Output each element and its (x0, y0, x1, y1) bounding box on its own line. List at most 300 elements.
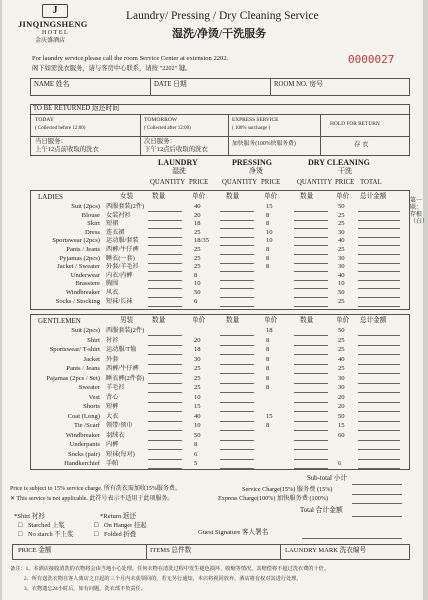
ladies-laundry-qty-field[interactable] (148, 211, 182, 212)
gentlemen-dry-qty-field[interactable] (294, 411, 328, 412)
gentlemen-total-field[interactable] (358, 345, 400, 346)
gentlemen-laundry-qty-field[interactable] (148, 440, 182, 441)
gentlemen-laundry-price: 6 (194, 450, 198, 458)
ladies-hdr-total: 总计金额 (360, 193, 387, 200)
gentlemen-laundry-qty-field[interactable] (148, 345, 182, 346)
remark-1: 备注：1、本酒店接收清洗的衣物将会由当地小心处理。任何衣物在清洗过程中发生褪色损坏、收缩等情况，其赔偿将不超过洗衣费的十倍。 (10, 566, 330, 572)
col-d-price: PRICE (335, 179, 355, 186)
gentlemen-total-field[interactable] (358, 449, 400, 450)
gentlemen-total-field[interactable] (358, 402, 400, 403)
return-tomorrow-note: ( Collected after 12:00) (144, 126, 191, 131)
gentlemen-item-name-cn: 运动服/T恤 (106, 346, 137, 353)
gentlemen-hdr-p-price: 单价 (264, 317, 278, 324)
gentlemen-hdr-l-qty: 数量 (152, 317, 166, 324)
ladies-dry-price: 30 (338, 263, 345, 271)
ladies-dry-qty-field[interactable] (294, 245, 328, 246)
gentlemen-total-field[interactable] (358, 373, 400, 374)
gentlemen-dry-price: 50 (338, 327, 345, 334)
gentlemen-dry-qty-field[interactable] (294, 440, 328, 441)
ladies-dry-price: 25 (338, 211, 345, 219)
service-charge-label: Service Charge(15%) 服务费 (15%) (242, 486, 333, 493)
gentlemen-dry-qty-field[interactable] (294, 383, 328, 384)
gentlemen-total-field[interactable] (358, 411, 400, 412)
ladies-hdr-p-price: 单价 (264, 193, 278, 200)
ladies-hdr-p-qty: 数量 (226, 193, 240, 200)
gentlemen-item-name-cn: 睡衣裤(2件套) (106, 374, 145, 382)
ladies-total-field[interactable] (358, 237, 400, 238)
ladies-total-field[interactable] (358, 297, 400, 298)
laundry-mark-field-label[interactable]: LAUNDRY MARK 洗衣编号 (285, 547, 367, 554)
gentlemen-dry-qty-field[interactable] (294, 345, 328, 346)
ladies-laundry-price: 18 (194, 220, 201, 228)
ladies-item-name-cn: 睡衣(一套) (106, 254, 135, 262)
subtotal-label: Sub-total 小计 (307, 475, 348, 482)
gentlemen-pressing-qty-field[interactable] (220, 411, 254, 412)
ladies-pressing-price: 8 (266, 220, 270, 228)
gentlemen-total-field[interactable] (358, 459, 400, 460)
gentlemen-item-name: Pajamas (2pcs / Set) (46, 374, 100, 382)
ladies-pressing-qty-field[interactable] (220, 245, 254, 246)
gentlemen-pressing-price: 8 (266, 365, 270, 372)
ladies-title: LADIES (38, 193, 63, 201)
ladies-pressing-qty-field[interactable] (220, 288, 254, 289)
gentlemen-item-name: Suit (2pcs) (71, 327, 100, 334)
gentlemen-dry-qty-field[interactable] (294, 364, 328, 365)
gentlemen-pressing-price: 8 (266, 355, 270, 363)
hotel-sub: HOTEL (42, 30, 70, 36)
ladies-title-cn: 女装 (120, 193, 134, 200)
gentlemen-item-name: Windbreaker (65, 431, 100, 439)
ladies-item-name: Skirt (87, 220, 100, 228)
gentlemen-laundry-qty-field[interactable] (148, 402, 182, 403)
ladies-total-field[interactable] (358, 220, 400, 221)
gentlemen-item-name-cn: 外套 (106, 355, 119, 363)
ladies-dry-price: 25 (338, 297, 345, 305)
return-hold-en[interactable]: HOLD FOR RETURN (330, 121, 380, 127)
ladies-dry-price: 30 (338, 228, 345, 236)
ladies-item-name-cn: 短裙 (106, 220, 119, 228)
gentlemen-laundry-qty-field[interactable] (148, 364, 182, 365)
gentlemen-dry-price: 60 (338, 431, 345, 439)
gentlemen-laundry-price: 30 (194, 355, 201, 363)
gentlemen-hdr-d-qty: 数量 (300, 317, 314, 324)
folded-checkbox-icon[interactable]: □ (94, 530, 99, 538)
gentlemen-laundry-price: 5 (194, 460, 198, 467)
gentlemen-dry-price: 20 (338, 393, 345, 401)
ladies-item-name: Brassiere (75, 280, 100, 288)
ladies-pressing-qty-field[interactable] (220, 254, 254, 255)
gentlemen-dry-price: 6 (338, 460, 342, 467)
col-laundry-cn: 湿洗 (172, 167, 186, 175)
ladies-item-name-cn: 连衣裙 (106, 228, 125, 236)
gentlemen-item-name-cn: 羽绒衣 (106, 431, 125, 439)
gentlemen-laundry-price: 15 (194, 403, 201, 410)
ladies-dry-qty-field[interactable] (294, 288, 328, 289)
ladies-dry-qty-field[interactable] (294, 228, 328, 229)
ladies-item-name: Socks / Stocking (55, 297, 100, 305)
ladies-laundry-qty-field[interactable] (148, 245, 182, 246)
ladies-total-field[interactable] (358, 263, 400, 264)
ladies-dry-qty-field[interactable] (294, 220, 328, 221)
gentlemen-item-name: Sweater (78, 384, 100, 391)
ladies-dry-qty-field[interactable] (294, 280, 328, 281)
gentlemen-pressing-qty-field[interactable] (220, 354, 254, 355)
gentlemen-item-name-cn: 短袜(每对) (106, 450, 135, 458)
ladies-dry-qty-field[interactable] (294, 297, 328, 298)
gentlemen-laundry-qty-field[interactable] (148, 430, 182, 431)
gentlemen-laundry-qty-field[interactable] (148, 335, 182, 336)
remark-2: 2、所有送洗衣物自客人离店之日起的三个月内未获领回的，若无另行通知，本店将视同放弃，酒店将有权对其进行处理。 (24, 576, 302, 582)
gentlemen-total-field[interactable] (358, 392, 400, 393)
ladies-laundry-price: 18/35 (194, 237, 210, 245)
ladies-laundry-price: 25 (194, 263, 201, 271)
gentlemen-dry-qty-field[interactable] (294, 335, 328, 336)
ladies-pressing-qty-field[interactable] (220, 237, 254, 238)
on-hanger-checkbox-icon[interactable]: □ (94, 521, 99, 529)
express-charge-label: Express Charge(100%) 加快服务费 (100%) (218, 495, 329, 502)
ladies-dry-qty-field[interactable] (294, 211, 328, 212)
ladies-total-field[interactable] (358, 271, 400, 272)
ladies-item-name: Windbreaker (65, 289, 100, 296)
form-title: Laundry/ Pressing / Dry Cleaning Service (126, 10, 319, 22)
room-field-label[interactable]: ROOM NO. 房号 (274, 81, 323, 88)
return-express-note: ( 100% surcharge ) (232, 126, 271, 131)
col-p-price: PRICE (261, 179, 281, 186)
items-field-label[interactable]: ITEMS 总件数 (150, 547, 192, 554)
ladies-pressing-price: 15 (266, 203, 273, 210)
gentlemen-pressing-price: 15 (266, 412, 273, 420)
hotel-name: JINQINGSHENG (18, 19, 88, 29)
no-starch-option: No starch 不上浆 (28, 531, 74, 538)
gentlemen-pressing-qty-field[interactable] (220, 468, 254, 469)
gentlemen-dry-qty-field[interactable] (294, 421, 328, 422)
notice-not-applicable: ✕ This service is not applicable. 此符号表示不适用于此项服务。 (10, 496, 174, 502)
gentlemen-dry-price: 40 (338, 355, 345, 363)
ladies-laundry-qty-field[interactable] (148, 288, 182, 289)
gentlemen-item-name: Shirt (87, 336, 100, 344)
ladies-laundry-price: 25 (194, 254, 201, 262)
gentlemen-pressing-price: 8 (266, 422, 270, 429)
gentlemen-laundry-price: 40 (194, 412, 201, 420)
gentlemen-pressing-price: 18 (266, 327, 273, 334)
intro-en: For laundry service,please call the room Service Center at extension 2202. (32, 55, 229, 62)
gentlemen-pressing-qty-field[interactable] (220, 335, 254, 336)
ladies-dry-qty-field[interactable] (294, 271, 328, 272)
col-l-qty: QUANTITY (150, 179, 186, 186)
gentlemen-laundry-qty-field[interactable] (148, 468, 182, 469)
copy-note: 第一联：存根（白） (410, 198, 428, 225)
gentlemen-pressing-price: 8 (266, 336, 270, 344)
ladies-pressing-qty-field[interactable] (220, 211, 254, 212)
ladies-item-name-cn: 短袜/长袜 (106, 297, 133, 305)
form-title-cn: 湿洗/净烫/干洗服务 (172, 28, 267, 40)
gentlemen-total-field[interactable] (358, 421, 400, 422)
gentlemen-pressing-qty-field[interactable] (220, 402, 254, 403)
ladies-item-name: Jacket / Sweater (57, 263, 100, 271)
ladies-total-field[interactable] (358, 288, 400, 289)
gentlemen-dry-qty-field[interactable] (294, 449, 328, 450)
gentlemen-pressing-qty-field[interactable] (220, 440, 254, 441)
ladies-laundry-price: 20 (194, 211, 201, 219)
ladies-item-name: Sportswear (2pcs) (52, 237, 100, 245)
ladies-dry-qty-field[interactable] (294, 254, 328, 255)
col-l-price: PRICE (189, 179, 209, 186)
ladies-pressing-price: 8 (266, 254, 270, 262)
ladies-hdr-l-price: 单价 (192, 193, 206, 200)
gentlemen-item-name: Sportswear/ T-shirt (49, 346, 100, 353)
ladies-item-name-cn: 运动服/套装 (106, 237, 139, 245)
gentlemen-total-field[interactable] (358, 364, 400, 365)
gentlemen-item-name-cn: 背心 (106, 393, 119, 401)
ladies-pressing-qty-field[interactable] (220, 263, 254, 264)
ladies-hdr-d-qty: 数量 (300, 193, 314, 200)
laundry-form (2, 0, 428, 600)
gentlemen-dry-price: 25 (338, 336, 345, 344)
ladies-dry-price: 30 (338, 254, 345, 262)
ladies-pressing-qty-field[interactable] (220, 271, 254, 272)
hotel-logo-icon: J (42, 4, 68, 18)
gentlemen-total-field[interactable] (358, 440, 400, 441)
col-p-qty: QUANTITY (222, 179, 258, 186)
ladies-dry-price: 50 (338, 289, 345, 296)
ladies-pressing-price: 10 (266, 237, 273, 245)
ladies-total-field[interactable] (358, 254, 400, 255)
ladies-pressing-price: 8 (266, 263, 270, 271)
gentlemen-item-name: Handkerchief (64, 460, 100, 467)
gentlemen-item-name: Shorts (83, 403, 100, 410)
col-dry-cn: 干洗 (338, 167, 352, 175)
ladies-pressing-price: 10 (266, 228, 273, 236)
return-tomorrow-cn-note: 下午12点后收取的洗衣 (144, 146, 208, 153)
ladies-laundry-qty-field[interactable] (148, 237, 182, 238)
gentlemen-dry-qty-field[interactable] (294, 430, 328, 431)
gentlemen-title-cn: 男装 (120, 317, 134, 324)
gentlemen-laundry-price: 10 (194, 422, 201, 429)
ladies-total-field[interactable] (358, 211, 400, 212)
ladies-laundry-price: 8 (194, 271, 198, 279)
gentlemen-item-name-cn: 衬衫 (106, 336, 119, 344)
col-d-qty: QUANTITY (297, 179, 333, 186)
ladies-pressing-qty-field[interactable] (220, 297, 254, 298)
gentlemen-dry-price: 15 (338, 422, 345, 429)
gentlemen-item-name: Underpants (69, 441, 100, 448)
gentlemen-total-field[interactable] (358, 354, 400, 355)
no-starch-checkbox-icon[interactable]: □ (18, 530, 23, 538)
ladies-laundry-qty-field[interactable] (148, 297, 182, 298)
return-today-cn-note: 上午12点前收取的洗衣 (35, 146, 99, 153)
ladies-dry-price: 40 (338, 237, 345, 245)
return-express-cn: 加快服务(100%快服务费) (232, 141, 296, 147)
gentlemen-dry-qty-field[interactable] (294, 354, 328, 355)
gentlemen-pressing-qty-field[interactable] (220, 421, 254, 422)
gentlemen-item-name-cn: 大衣 (106, 412, 119, 420)
gentlemen-laundry-price: 18 (194, 346, 201, 353)
ladies-item-name-cn: 西裤/牛仔裤 (106, 246, 139, 253)
gentlemen-dry-price: 25 (338, 365, 345, 372)
gentlemen-total-field[interactable] (358, 430, 400, 431)
ladies-hdr-d-price: 单价 (336, 193, 350, 200)
ladies-item-name: Pyjamas (2pcs) (59, 254, 100, 262)
gentlemen-item-name-cn: 领带/领巾 (106, 422, 133, 429)
starched-option: Starched 上浆 (28, 522, 65, 529)
gentlemen-dry-qty-field[interactable] (294, 468, 328, 469)
name-field-label[interactable]: NAME 姓名 (34, 81, 70, 88)
ladies-laundry-price: 10 (194, 280, 201, 288)
ladies-pressing-qty-field[interactable] (220, 220, 254, 221)
on-hanger-option: On Hanger 挂起 (104, 522, 147, 529)
guest-signature-label: Guest Signature 客人署名 (198, 529, 269, 536)
hotel-name-cn: 金庆盛酒店 (35, 38, 66, 44)
ladies-item-name: Dress (84, 228, 100, 236)
gentlemen-laundry-qty-field[interactable] (148, 421, 182, 422)
gentlemen-laundry-price: 8 (194, 441, 198, 448)
starched-checkbox-icon[interactable]: □ (18, 521, 23, 529)
gentlemen-item-name-cn: 西裤/牛仔裤 (106, 365, 139, 372)
gentlemen-title: GENTLEMEN (38, 317, 81, 325)
return-express-en[interactable]: EXPRESS SERVICE (232, 117, 279, 123)
ladies-pressing-price: 8 (266, 211, 270, 219)
gentlemen-pressing-qty-field[interactable] (220, 392, 254, 393)
gentlemen-laundry-qty-field[interactable] (148, 383, 182, 384)
gentlemen-dry-qty-field[interactable] (294, 402, 328, 403)
gentlemen-pressing-qty-field[interactable] (220, 383, 254, 384)
return-option-title: *Return 返还 (100, 513, 137, 520)
gentlemen-item-name-cn: 短裤 (106, 403, 119, 410)
col-dry: DRY CLEANING (308, 158, 370, 167)
gentlemen-laundry-price: 10 (194, 393, 201, 401)
return-hold-cn: 存 衣 (354, 141, 369, 148)
gentlemen-item-name-cn: 羊毛衫 (106, 384, 125, 391)
gentlemen-laundry-qty-field[interactable] (148, 459, 182, 460)
gentlemen-dry-qty-field[interactable] (294, 373, 328, 374)
ladies-pressing-qty-field[interactable] (220, 228, 254, 229)
gentlemen-laundry-price: 20 (194, 336, 201, 344)
ladies-laundry-qty-field[interactable] (148, 228, 182, 229)
price-field-label[interactable]: PRICE 金额 (18, 547, 52, 554)
gentlemen-total-field[interactable] (358, 335, 400, 336)
ladies-laundry-qty-field[interactable] (148, 280, 182, 281)
ladies-laundry-price: 6 (194, 297, 198, 305)
gentlemen-pressing-qty-field[interactable] (220, 364, 254, 365)
gentlemen-item-name-cn: 内裤 (106, 441, 119, 448)
ladies-pressing-qty-field[interactable] (220, 306, 254, 307)
gentlemen-pressing-qty-field[interactable] (220, 345, 254, 346)
gentlemen-laundry-qty-field[interactable] (148, 392, 182, 393)
gentlemen-item-name: Vest (88, 393, 100, 401)
ladies-laundry-qty-field[interactable] (148, 271, 182, 272)
gentlemen-item-name: Socks (pair) (67, 450, 100, 458)
gentlemen-hdr-l-price: 单价 (192, 317, 206, 324)
gentlemen-pressing-price: 8 (266, 374, 270, 382)
gentlemen-laundry-price: 50 (194, 431, 201, 439)
return-today-note: ( Collected before 12:00) (35, 126, 86, 131)
return-tomorrow-cn: 次日服务： (144, 138, 176, 145)
ladies-dry-price: 50 (338, 203, 345, 210)
gentlemen-total-field[interactable] (358, 468, 400, 469)
remark-3: 3、衣物遗忘24小时后，如有问题，洗衣部不负责任。 (24, 586, 146, 592)
shirt-option-title: *Shirt 衬衫 (14, 513, 45, 520)
gentlemen-pressing-price: 8 (266, 384, 270, 391)
ladies-laundry-price: 25 (194, 228, 201, 236)
ladies-laundry-qty-field[interactable] (148, 263, 182, 264)
ladies-dry-qty-field[interactable] (294, 306, 328, 307)
return-tomorrow-en[interactable]: TOMORROW (144, 117, 178, 123)
gentlemen-dry-price: 50 (338, 412, 345, 420)
gentlemen-pressing-qty-field[interactable] (220, 449, 254, 450)
ladies-laundry-qty-field[interactable] (148, 306, 182, 307)
ladies-item-name-cn: 内衣/内裤 (106, 271, 133, 279)
gentlemen-dry-price: 20 (338, 403, 345, 410)
ladies-item-name: Blouse (81, 211, 100, 219)
gentlemen-laundry-qty-field[interactable] (148, 449, 182, 450)
return-section-title: TO BE RETURNED 返还时间 (33, 105, 120, 112)
ladies-laundry-price: 50 (194, 289, 201, 296)
ladies-dry-price: 25 (338, 220, 345, 228)
gentlemen-pressing-qty-field[interactable] (220, 430, 254, 431)
gentlemen-dry-qty-field[interactable] (294, 392, 328, 393)
ladies-item-name-cn: 西服套装(2件) (106, 203, 145, 210)
ladies-dry-price: 10 (338, 280, 345, 288)
ladies-total-field[interactable] (358, 228, 400, 229)
gentlemen-item-name: Tie /Scarf (74, 422, 100, 429)
ladies-dry-qty-field[interactable] (294, 263, 328, 264)
ladies-item-name-cn: 风衣 (106, 289, 119, 296)
col-total: TOTAL (360, 179, 382, 186)
gentlemen-laundry-qty-field[interactable] (148, 373, 182, 374)
gentlemen-hdr-p-qty: 数量 (226, 317, 240, 324)
gentlemen-pressing-price: 8 (266, 346, 270, 353)
col-pressing-cn: 净烫 (249, 167, 263, 175)
gentlemen-dry-price: 30 (338, 374, 345, 382)
ladies-dry-price: 25 (338, 246, 345, 253)
ladies-laundry-qty-field[interactable] (148, 220, 182, 221)
ladies-laundry-price: 40 (194, 203, 201, 210)
ladies-total-field[interactable] (358, 245, 400, 246)
date-field-label[interactable]: DATE 日期 (154, 81, 187, 88)
gentlemen-item-name-cn: 西服套装(2件) (106, 327, 145, 334)
return-today-en[interactable]: TODAY (35, 117, 54, 123)
return-today-cn: 当日服务： (35, 138, 67, 145)
ladies-item-name-cn: 外套/羊毛衫 (106, 263, 139, 271)
ladies-dry-price: 40 (338, 271, 345, 279)
ladies-dry-qty-field[interactable] (294, 237, 328, 238)
gentlemen-hdr-total: 总计金额 (360, 317, 387, 324)
ladies-pressing-price: 8 (266, 246, 270, 253)
gentlemen-pressing-qty-field[interactable] (220, 373, 254, 374)
ladies-item-name: Underwear (70, 271, 100, 279)
total-label: Total 合计金额 (300, 507, 343, 514)
gentlemen-laundry-qty-field[interactable] (148, 411, 182, 412)
ladies-total-field[interactable] (358, 306, 400, 307)
gentlemen-hdr-d-price: 单价 (336, 317, 350, 324)
ladies-total-field[interactable] (358, 280, 400, 281)
gentlemen-item-name: Coat (Long) (67, 412, 100, 420)
gentlemen-dry-price: 30 (338, 384, 345, 391)
gentlemen-item-name: Jacket (83, 355, 100, 363)
gentlemen-total-field[interactable] (358, 383, 400, 384)
gentlemen-pressing-qty-field[interactable] (220, 459, 254, 460)
intro-cn: 阁下如需洗衣服务，请与客房中心联系，请按 "2202" 键。 (32, 65, 192, 72)
gentlemen-laundry-qty-field[interactable] (148, 354, 182, 355)
ladies-hdr-l-qty: 数量 (152, 193, 166, 200)
ladies-laundry-qty-field[interactable] (148, 254, 182, 255)
gentlemen-item-name-cn: 手帕 (106, 460, 119, 467)
ladies-pressing-qty-field[interactable] (220, 280, 254, 281)
gentlemen-dry-qty-field[interactable] (294, 459, 328, 460)
ladies-laundry-price: 25 (194, 246, 201, 253)
ladies-item-name-cn: 女装衬衫 (106, 211, 131, 219)
gentlemen-item-name: Pants / Jeans (66, 365, 100, 372)
